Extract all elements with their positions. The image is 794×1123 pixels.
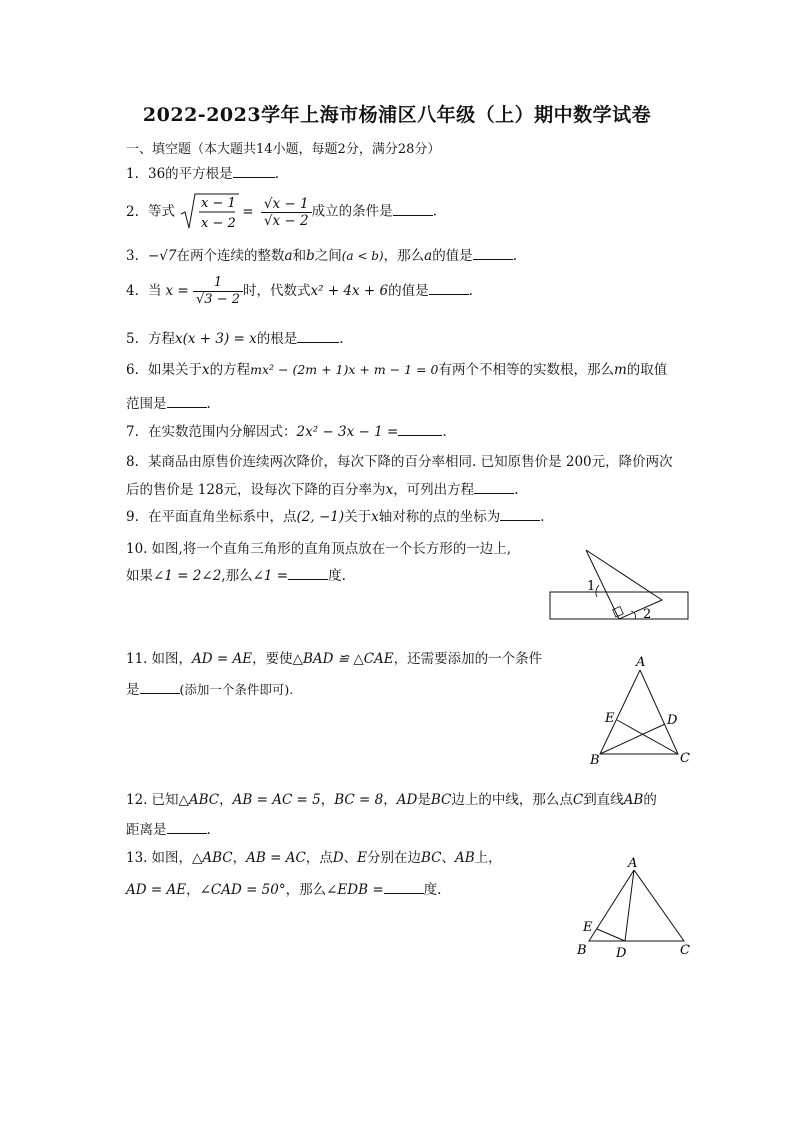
figure-13 [570, 854, 700, 962]
question-11-line2: 是 (添加一个条件即可). [126, 682, 294, 698]
page-title: 2022-2023学年上海市杨浦区八年级（上）期中数学试卷 [142, 104, 652, 126]
label-d: D [667, 713, 678, 728]
answer-blank[interactable] [297, 330, 339, 343]
label-e: E [583, 920, 593, 935]
question-2: 2. 等式 x − 1 x − 2 = $\frac{√x - 1}{√x - 2}$ 成立的条件是 . [126, 192, 437, 232]
answer-blank[interactable] [167, 821, 207, 834]
question-12-line2: 距离是 . [126, 822, 211, 838]
label-b: B [577, 943, 587, 958]
question-number: 9. [126, 509, 139, 525]
angle-1-arc [596, 585, 599, 597]
answer-blank[interactable] [233, 165, 275, 178]
question-7: 7. 在实数范围内分解因式：2x² − 3x − 1 = . [126, 424, 447, 440]
question-number: 3. [126, 248, 139, 264]
rectangle [550, 592, 688, 619]
label-c: C [680, 943, 690, 958]
question-13-line2: AD = AE，∠CAD = 50°，那么∠EDB = 度. [126, 882, 442, 898]
figure-11 [582, 652, 697, 770]
angle-label-1: 1 [587, 579, 596, 594]
answer-blank[interactable] [398, 423, 442, 436]
question-number: 4. [126, 283, 139, 299]
question-1: 1. 36的平方根是 . [126, 166, 279, 182]
question-9: 9. 在平面直角坐标系中，点(2, −1)关于x轴对称的点的坐标为 . [126, 509, 545, 525]
question-10: 10. 如图,将一个直角三角形的直角顶点放在一个长方形的一边上, [126, 541, 512, 557]
answer-blank[interactable] [473, 247, 513, 260]
question-number: 7. [126, 424, 139, 440]
label-b: B [590, 753, 600, 768]
answer-blank[interactable] [500, 508, 540, 521]
question-8-line2: 后的售价是 128元，设每次下降的百分率为x，可列出方程 . [126, 482, 519, 498]
question-6: 6. 如果关于x的方程mx² − (2m + 1)x + m − 1 = 0有两个不相等的实数根，那么m的取值 [126, 362, 668, 378]
question-4: 4. 当 x = $\frac{1}{√3 - 2}$ 时，代数式x² + 4x + 6的值是 . [126, 275, 473, 307]
answer-blank[interactable] [140, 681, 180, 694]
question-5: 5. 方程x(x + 3) = x的根是 . [126, 331, 344, 347]
question-8: 8. 某商品由原售价连续两次降价，每次下降的百分率相同. 已知原售价是 200元，降价两次 [126, 454, 673, 470]
question-number: 6. [126, 362, 139, 378]
question-number: 10. [126, 541, 148, 557]
question-11: 11. 如图，AD = AE，要使△BAD ≌ △CAE，还需要添加的一个条件 [126, 651, 543, 667]
segment-ad [625, 870, 634, 941]
label-c: C [680, 751, 690, 766]
question-number: 12. [126, 792, 148, 808]
label-e: E [605, 711, 615, 726]
answer-blank[interactable] [167, 395, 207, 408]
sqrt-fraction [179, 192, 239, 232]
lhs-bot: x − 2 [201, 216, 237, 231]
question-3: 3. −√7在两个连续的整数a和b之间(a < b)，那么a的值是 . [126, 248, 517, 264]
question-text: 36的平方根是 [148, 166, 233, 182]
question-6-line2: 范围是 . [126, 396, 211, 412]
answer-blank[interactable] [288, 567, 328, 580]
triangle-abc [589, 870, 684, 941]
answer-blank[interactable] [393, 203, 433, 216]
question-number: 1. [126, 166, 139, 182]
lhs-top: x − 1 [201, 196, 237, 211]
question-12: 12. 已知△ABC，AB = AC = 5，BC = 8，AD是BC边上的中线，那么点C到直线AB的 [126, 792, 657, 808]
answer-blank[interactable] [474, 481, 514, 494]
section-heading: 一、填空题（本大题共14小题，每题2分，满分28分） [126, 142, 441, 157]
segment-de [597, 929, 625, 941]
question-number: 8. [126, 454, 139, 470]
figure-10 [545, 545, 695, 625]
label-a: A [628, 856, 638, 871]
question-13: 13. 如图，△ABC，AB = AC，点D、E分别在边BC、AB上， [126, 850, 502, 866]
x-fraction: $\frac{1}{√3 - 2}$ [193, 275, 243, 308]
question-number: 13. [126, 850, 148, 866]
question-number: 2. [126, 203, 139, 220]
answer-blank[interactable] [429, 282, 469, 295]
question-number: 11. [126, 651, 148, 667]
rhs-fraction: $\frac{√x - 1}{√x - 2}$ [261, 196, 312, 229]
question-10-line2: 如果∠1 = 2∠2,那么∠1 = 度. [126, 568, 346, 584]
answer-blank[interactable] [384, 881, 424, 894]
question-number: 5. [126, 331, 139, 347]
label-d: D [616, 946, 627, 961]
label-a: A [636, 655, 646, 670]
angle-label-2: 2 [643, 607, 652, 622]
